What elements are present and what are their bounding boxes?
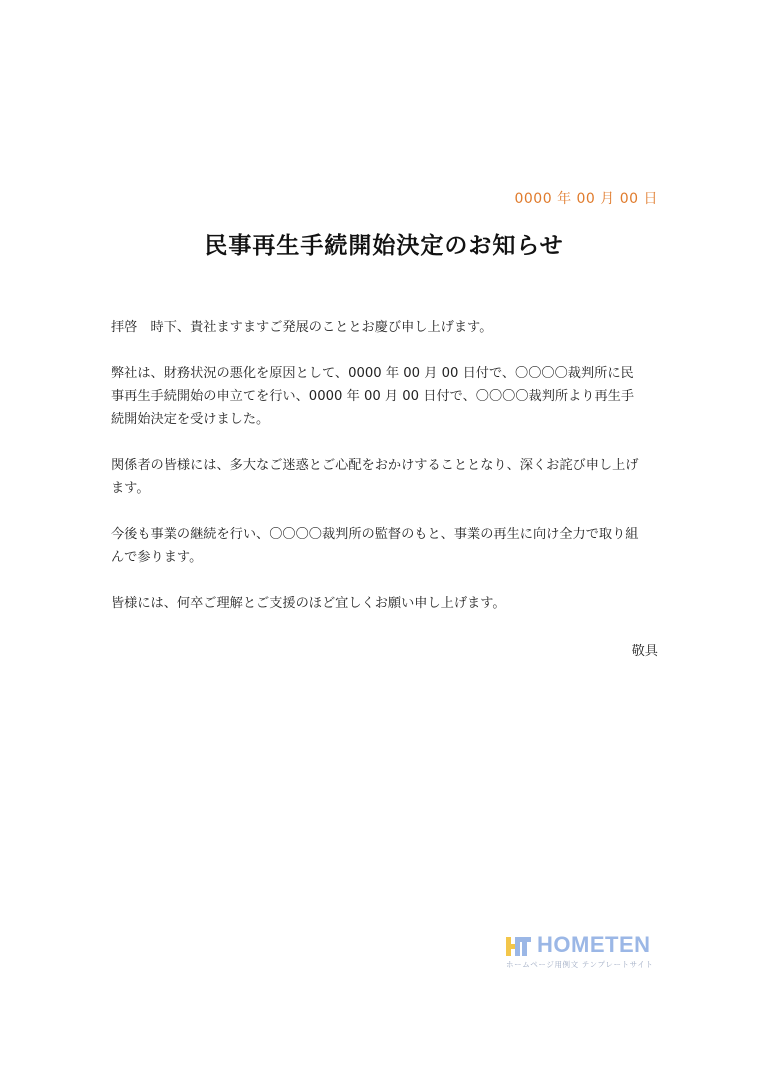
hometen-logo-name: HOMETEN — [537, 932, 651, 957]
paragraph-announcement — [111, 362, 659, 431]
paragraph-line: んで参ります。 — [111, 550, 203, 565]
paragraph-line: 今後も事業の継続を行い、〇〇〇〇裁判所の監督のもと、事業の再生に向け全力で取り組 — [111, 527, 639, 542]
paragraph-line: ます。 — [111, 481, 150, 496]
paragraph-request — [111, 592, 659, 615]
paragraph-line: 関係者の皆様には、多大なご迷惑とご心配をおかけすることとなり、深くお詫び申し上げ — [111, 458, 639, 473]
paragraph-greeting — [111, 316, 659, 339]
paragraph-continuation — [111, 523, 659, 569]
paragraph-line: 弊社は、財務状況の悪化を原因として、0000 年 00 月 00 日付で、〇〇〇〇裁判所に民 — [111, 366, 634, 381]
document-body — [111, 316, 659, 638]
document-date: 0000 年 00 月 00 日 — [514, 191, 658, 207]
closing-remark: 敬具 — [631, 644, 658, 659]
paragraph-line: 続開始決定を受けました。 — [111, 412, 270, 427]
paragraph-line: 事再生手続開始の申立てを行い、0000 年 00 月 00 日付で、〇〇〇〇裁判所より再生手 — [111, 389, 635, 404]
hometen-logo — [505, 932, 655, 972]
paragraph-line: 拝啓 時下、貴社ますますご発展のこととお慶び申し上げます。 — [111, 320, 493, 335]
paragraph-apology — [111, 454, 659, 500]
hometen-logo-icon — [505, 934, 533, 958]
hometen-logo-subtitle: ホームページ用例文 テンプレートサイト — [506, 960, 654, 969]
document-title: 民事再生手続開始決定のお知らせ — [204, 232, 564, 259]
paragraph-line: 皆様には、何卒ご理解とご支援のほど宜しくお願い申し上げます。 — [111, 596, 506, 611]
